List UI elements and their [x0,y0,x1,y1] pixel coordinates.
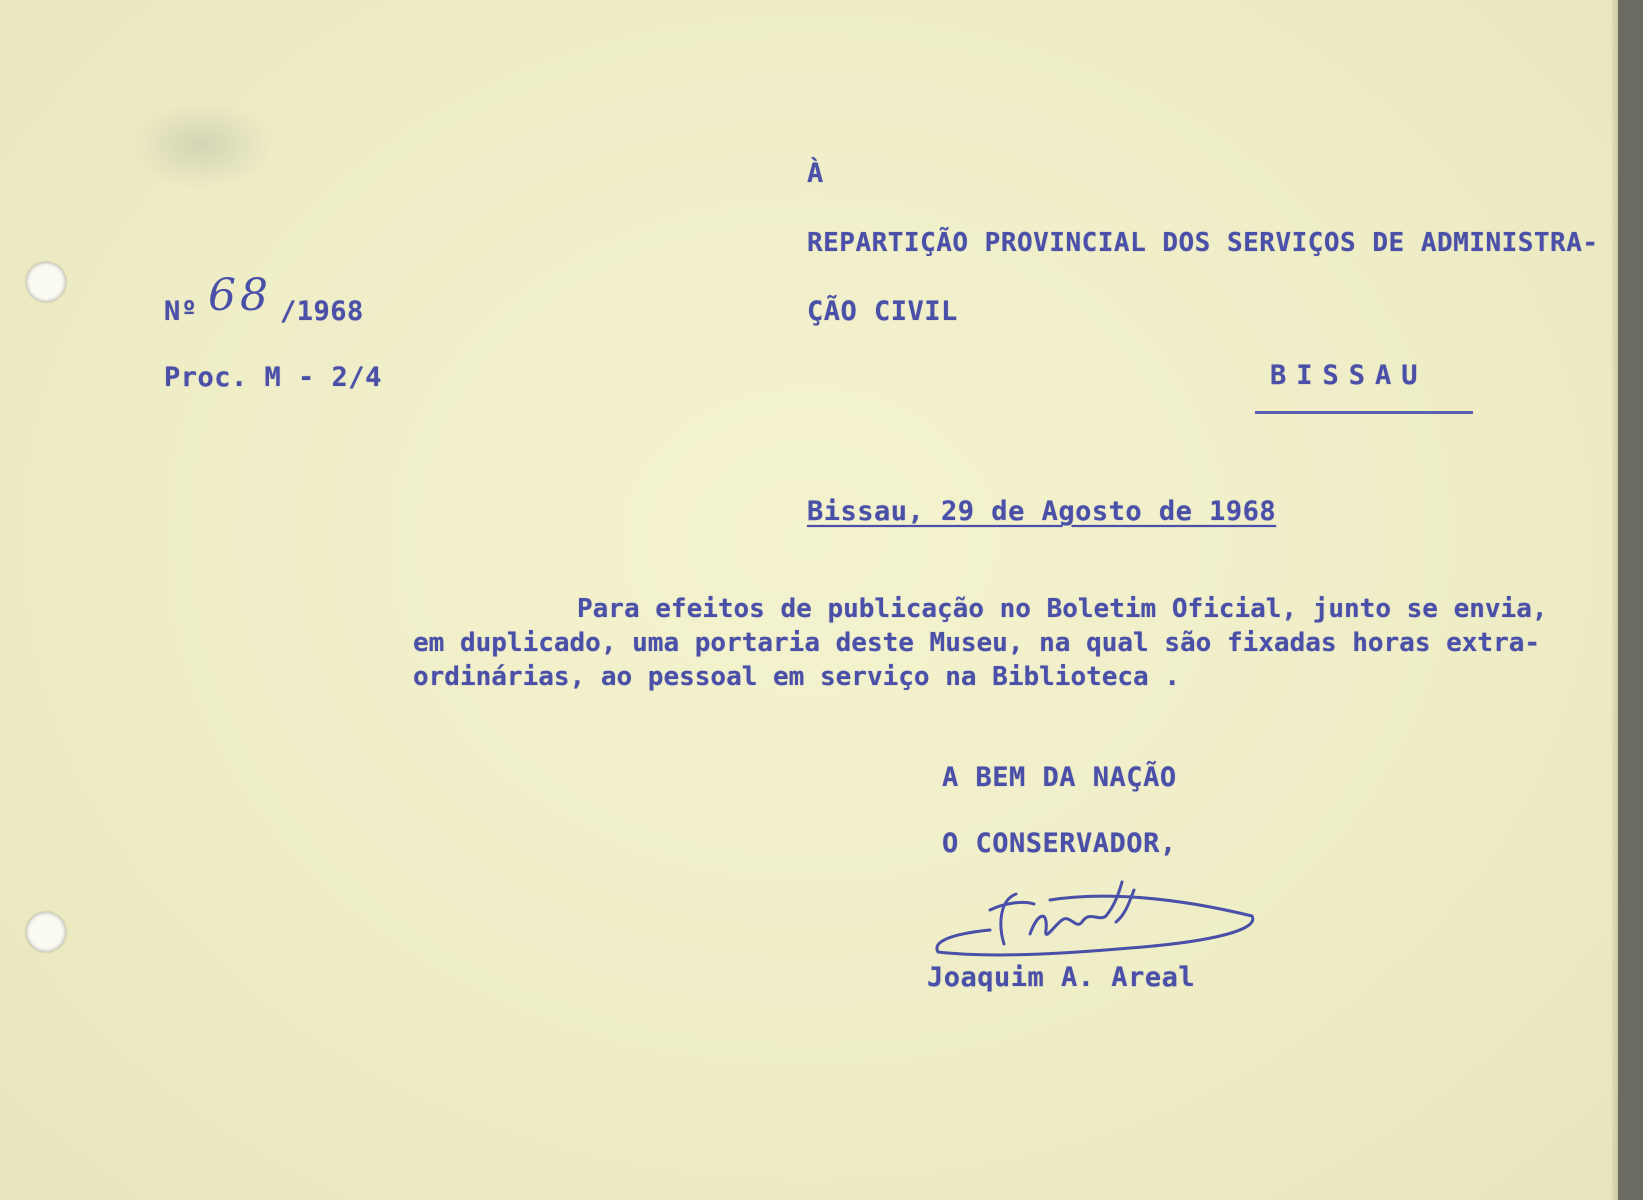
closing-salutation: A BEM DA NAÇÃO [942,762,1177,793]
handwritten-signature [930,860,1260,970]
punch-hole-top [26,262,66,302]
ref-number-year: /1968 [280,296,364,327]
date-line: Bissau, 29 de Agosto de 1968 [807,496,1277,527]
signatory-name: Joaquim A. Areal [927,962,1196,993]
city-heading: BISSAU [1270,360,1428,391]
body-line-2: em duplicado, uma portaria deste Museu, na qual são fixadas horas extra- [413,628,1541,658]
addressee-line-1: REPARTIÇÃO PROVINCIAL DOS SERVIÇOS DE ADMINISTRA- [807,228,1599,258]
addressee-line-2: ÇÃO CIVIL [807,296,958,327]
body-line-1: Para efeitos de publicação no Boletim Oficial, junto se envia, [577,594,1548,624]
ref-number-prefix: Nº [164,296,198,327]
closing-title: O CONSERVADOR, [942,828,1177,859]
ref-number-handwritten: 68 [208,270,272,321]
paper-stain [130,100,275,190]
addressee-prefix: À [807,158,824,189]
city-heading-underline [1255,411,1473,414]
punch-hole-bottom [26,912,66,952]
process-reference: Proc. M - 2/4 [164,362,382,393]
body-line-3: ordinárias, ao pessoal em serviço na Biblioteca . [413,662,1181,692]
letter-body [413,592,1613,694]
